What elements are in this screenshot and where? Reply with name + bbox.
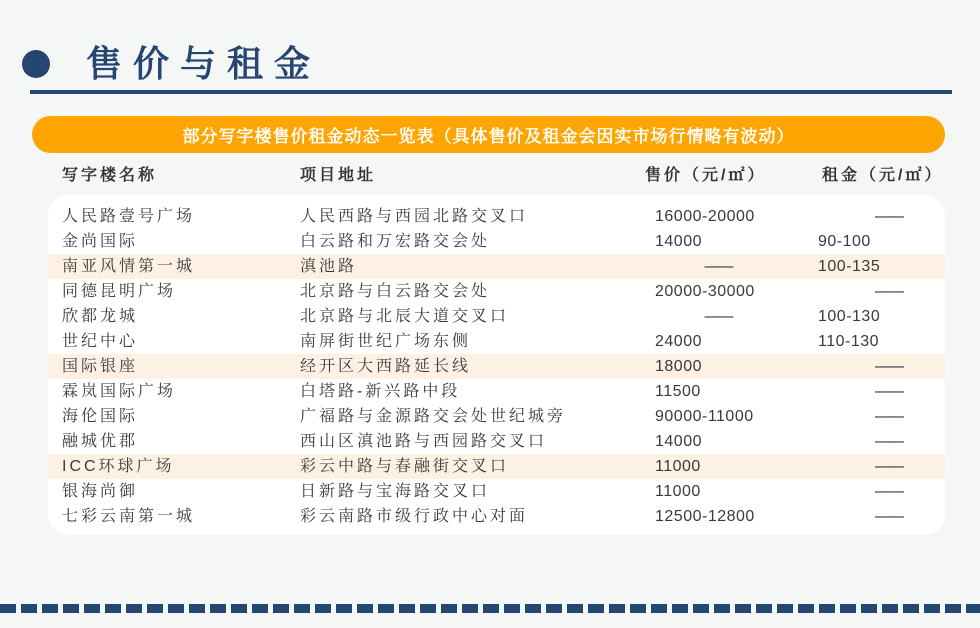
sale-price-cell: 11000 xyxy=(655,458,701,475)
address-cell: 西山区滇池路与西园路交叉口 xyxy=(300,433,548,450)
rent-cell: —— xyxy=(875,283,901,300)
rent-cell: —— xyxy=(875,358,901,375)
table-row xyxy=(48,379,945,404)
column-header-building-name: 写字楼名称 xyxy=(62,167,158,184)
rent-cell: —— xyxy=(875,458,901,475)
table-row xyxy=(48,454,945,479)
section-header xyxy=(22,42,321,86)
address-cell: 彩云中路与春融街交叉口 xyxy=(300,458,510,475)
bullet-circle-icon xyxy=(22,50,50,78)
sale-price-cell: 12500-12800 xyxy=(655,508,755,525)
building-name-cell: 南亚风情第一城 xyxy=(62,258,196,275)
building-name-cell: 同德昆明广场 xyxy=(62,283,177,300)
address-cell: 白塔路-新兴路中段 xyxy=(300,383,461,400)
address-cell: 南屏街世纪广场东侧 xyxy=(300,333,472,350)
address-cell: 广福路与金源路交会处世纪城旁 xyxy=(300,408,567,425)
sale-price-cell: —— xyxy=(704,258,731,275)
address-cell: 日新路与宝海路交叉口 xyxy=(300,483,491,500)
address-cell: 彩云南路市级行政中心对面 xyxy=(300,508,529,525)
sale-price-cell: 18000 xyxy=(655,358,702,375)
rent-cell: —— xyxy=(875,433,901,450)
sale-price-cell: —— xyxy=(704,308,731,325)
building-name-cell: 欣都龙城 xyxy=(62,308,139,325)
address-cell: 白云路和万宏路交会处 xyxy=(300,233,491,250)
table-row xyxy=(48,504,945,529)
building-name-cell: 银海尚御 xyxy=(62,483,139,500)
rent-cell: —— xyxy=(875,508,901,525)
building-name-cell: 七彩云南第一城 xyxy=(62,508,196,525)
building-name-cell: 国际银座 xyxy=(62,358,139,375)
table-row xyxy=(48,229,945,254)
column-header-address: 项目地址 xyxy=(300,167,377,184)
rent-cell: —— xyxy=(875,483,901,500)
sale-price-cell: 11000 xyxy=(655,483,701,500)
table-row xyxy=(48,304,945,329)
building-name-cell: 霖岚国际广场 xyxy=(62,383,177,400)
building-name-cell: 金尚国际 xyxy=(62,233,139,250)
table-row xyxy=(48,329,945,354)
table-row xyxy=(48,279,945,304)
column-header-sale-price: 售价（元/㎡） xyxy=(645,167,767,184)
address-cell: 北京路与北辰大道交叉口 xyxy=(300,308,510,325)
table-row xyxy=(48,254,945,279)
sale-price-cell: 24000 xyxy=(655,333,702,350)
building-name-cell: 世纪中心 xyxy=(62,333,139,350)
sale-price-cell: 90000-11000 xyxy=(655,408,754,425)
bottom-dashed-divider xyxy=(0,604,980,613)
page-title: 售价与租金 xyxy=(86,43,322,84)
building-name-cell: 融城优郡 xyxy=(62,433,139,450)
table-row xyxy=(48,429,945,454)
building-name-cell: 海伦国际 xyxy=(62,408,139,425)
table-row xyxy=(48,354,945,379)
title-underline xyxy=(30,90,952,94)
building-name-cell: ICC环球广场 xyxy=(62,458,175,475)
table-row xyxy=(48,404,945,429)
sale-price-cell: 16000-20000 xyxy=(655,208,755,225)
column-header-rent: 租金（元/㎡） xyxy=(822,167,944,184)
table-body xyxy=(48,195,945,535)
table-row xyxy=(48,479,945,504)
address-cell: 滇池路 xyxy=(300,258,358,275)
address-cell: 北京路与白云路交会处 xyxy=(300,283,491,300)
building-name-cell: 人民路壹号广场 xyxy=(62,208,196,225)
rent-cell: —— xyxy=(875,408,901,425)
sale-price-cell: 14000 xyxy=(655,433,702,450)
sale-price-cell: 11500 xyxy=(655,383,701,400)
sale-price-cell: 14000 xyxy=(655,233,702,250)
rent-cell: 100-135 xyxy=(818,258,881,275)
table-row xyxy=(48,204,945,229)
sale-price-cell: 20000-30000 xyxy=(655,283,755,300)
rent-cell: 90-100 xyxy=(818,233,871,250)
table-header-row xyxy=(48,163,945,189)
rent-cell: —— xyxy=(875,208,901,225)
table-title-text: 部分写字楼售价租金动态一览表（具体售价及租金会因实市场行情略有波动） xyxy=(182,127,795,146)
rent-cell: 100-130 xyxy=(818,308,881,325)
table-title-banner xyxy=(32,116,945,153)
rent-cell: —— xyxy=(875,383,901,400)
address-cell: 经开区大西路延长线 xyxy=(300,358,472,375)
address-cell: 人民西路与西园北路交叉口 xyxy=(300,208,529,225)
rent-cell: 110-130 xyxy=(818,333,880,350)
